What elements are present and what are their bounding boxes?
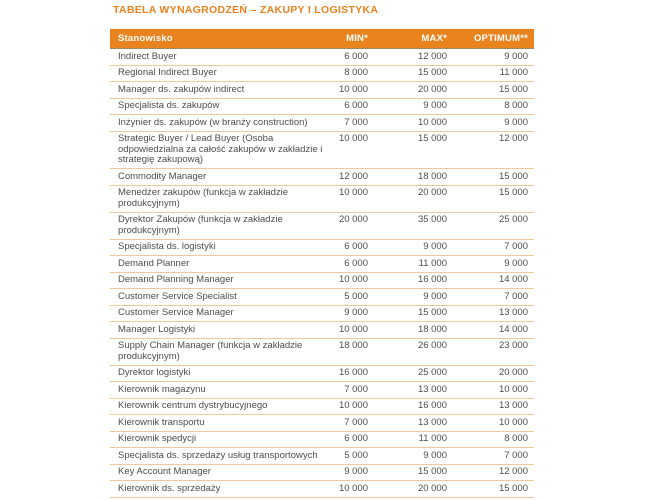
position-cell: Kierownik ds. sprzedaży [110,481,328,498]
min-cell: 5 000 [328,448,368,465]
max-cell: 9 000 [368,289,447,306]
optimum-cell: 12 000 [447,131,534,169]
optimum-cell: 10 000 [447,382,534,399]
position-cell: Menedżer zakupów (funkcja w zakładzie produkcyjnym) [110,185,328,212]
max-cell: 26 000 [368,338,447,365]
max-cell: 13 000 [368,415,447,432]
min-cell: 10 000 [328,481,368,498]
optimum-cell: 7 000 [447,289,534,306]
table-row [110,305,534,322]
table-row [110,98,534,115]
position-cell: Demand Planning Manager [110,272,328,289]
position-cell: Specjalista ds. zakupów [110,98,328,115]
position-cell: Kierownik centrum dystrybucyjnego [110,398,328,415]
position-cell: Specjalista ds. logistyki [110,239,328,256]
max-cell: 25 000 [368,365,447,382]
optimum-cell: 9 000 [447,256,534,273]
table-row [110,464,534,481]
min-cell: 16 000 [328,365,368,382]
optimum-cell: 12 000 [447,464,534,481]
max-cell: 16 000 [368,272,447,289]
max-cell: 18 000 [368,322,447,339]
max-cell: 12 000 [368,49,447,66]
optimum-cell: 14 000 [447,272,534,289]
max-cell: 20 000 [368,185,447,212]
position-cell: Manager Logistyki [110,322,328,339]
table-row [110,365,534,382]
max-cell: 15 000 [368,305,447,322]
position-cell: Manager ds. zakupów indirect [110,82,328,99]
column-header-stanowisko: Stanowisko [110,29,328,49]
table-row [110,256,534,273]
max-cell: 18 000 [368,169,447,186]
table-row [110,398,534,415]
max-cell: 11 000 [368,431,447,448]
min-cell: 20 000 [328,212,368,239]
position-cell: Customer Service Manager [110,305,328,322]
optimum-cell: 13 000 [447,305,534,322]
min-cell: 5 000 [328,289,368,306]
min-cell: 10 000 [328,185,368,212]
min-cell: 6 000 [328,49,368,66]
table-row [110,448,534,465]
min-cell: 6 000 [328,98,368,115]
position-cell: Kierownik magazynu [110,382,328,399]
table-row [110,82,534,99]
optimum-cell: 9 000 [447,49,534,66]
min-cell: 18 000 [328,338,368,365]
optimum-cell: 7 000 [447,448,534,465]
min-cell: 10 000 [328,272,368,289]
position-cell: Strategic Buyer / Lead Buyer (Osoba odpowiedzialna za całość zakupów w zakładzie i strategię zakupową) [110,131,328,169]
min-cell: 7 000 [328,382,368,399]
optimum-cell: 7 000 [447,239,534,256]
column-header-optimum: OPTIMUM** [447,29,534,49]
position-cell: Supply Chain Manager (funkcja w zakładzie produkcyjnym) [110,338,328,365]
optimum-cell: 15 000 [447,481,534,498]
header-row [110,29,534,49]
table-row [110,239,534,256]
max-cell: 9 000 [368,448,447,465]
table-row [110,431,534,448]
salary-table [110,29,534,498]
min-cell: 10 000 [328,131,368,169]
min-cell: 6 000 [328,239,368,256]
salary-table-header [110,29,534,49]
optimum-cell: 13 000 [447,398,534,415]
max-cell: 15 000 [368,464,447,481]
min-cell: 7 000 [328,415,368,432]
max-cell: 20 000 [368,481,447,498]
max-cell: 15 000 [368,131,447,169]
optimum-cell: 8 000 [447,431,534,448]
position-cell: Kierownik spedycji [110,431,328,448]
min-cell: 10 000 [328,322,368,339]
content-area [110,0,534,498]
page-title: TABELA WYNAGRODZEŃ – ZAKUPY I LOGISTYKA [113,4,379,16]
table-row [110,481,534,498]
min-cell: 9 000 [328,464,368,481]
table-row [110,115,534,132]
table-row [110,382,534,399]
salary-table-body [110,49,534,498]
table-row [110,49,534,66]
min-cell: 10 000 [328,398,368,415]
table-row [110,131,534,169]
max-cell: 15 000 [368,65,447,82]
position-cell: Commodity Manager [110,169,328,186]
table-row [110,338,534,365]
max-cell: 10 000 [368,115,447,132]
position-cell: Indirect Buyer [110,49,328,66]
table-row [110,169,534,186]
max-cell: 13 000 [368,382,447,399]
optimum-cell: 15 000 [447,169,534,186]
max-cell: 16 000 [368,398,447,415]
table-row [110,212,534,239]
min-cell: 8 000 [328,65,368,82]
table-row [110,289,534,306]
min-cell: 9 000 [328,305,368,322]
max-cell: 9 000 [368,239,447,256]
position-cell: Dyrektor logistyki [110,365,328,382]
table-row [110,322,534,339]
optimum-cell: 15 000 [447,185,534,212]
optimum-cell: 23 000 [447,338,534,365]
min-cell: 6 000 [328,431,368,448]
position-cell: Key Account Manager [110,464,328,481]
max-cell: 11 000 [368,256,447,273]
optimum-cell: 9 000 [447,115,534,132]
column-header-max: MAX* [368,29,447,49]
max-cell: 9 000 [368,98,447,115]
position-cell: Inżynier ds. zakupów (w branży construction) [110,115,328,132]
optimum-cell: 25 000 [447,212,534,239]
optimum-cell: 20 000 [447,365,534,382]
table-row [110,272,534,289]
column-header-min: MIN* [328,29,368,49]
position-cell: Customer Service Specialist [110,289,328,306]
min-cell: 10 000 [328,82,368,99]
position-cell: Regional Indirect Buyer [110,65,328,82]
table-row [110,415,534,432]
min-cell: 12 000 [328,169,368,186]
min-cell: 7 000 [328,115,368,132]
position-cell: Dyrektor Zakupów (funkcja w zakładzie produkcyjnym) [110,212,328,239]
max-cell: 35 000 [368,212,447,239]
position-cell: Specjalista ds. sprzedaży usług transportowych [110,448,328,465]
optimum-cell: 15 000 [447,82,534,99]
optimum-cell: 11 000 [447,65,534,82]
min-cell: 6 000 [328,256,368,273]
max-cell: 20 000 [368,82,447,99]
position-cell: Demand Planner [110,256,328,273]
optimum-cell: 10 000 [447,415,534,432]
table-row [110,185,534,212]
table-row [110,65,534,82]
optimum-cell: 8 000 [447,98,534,115]
optimum-cell: 14 000 [447,322,534,339]
position-cell: Kierownik transportu [110,415,328,432]
